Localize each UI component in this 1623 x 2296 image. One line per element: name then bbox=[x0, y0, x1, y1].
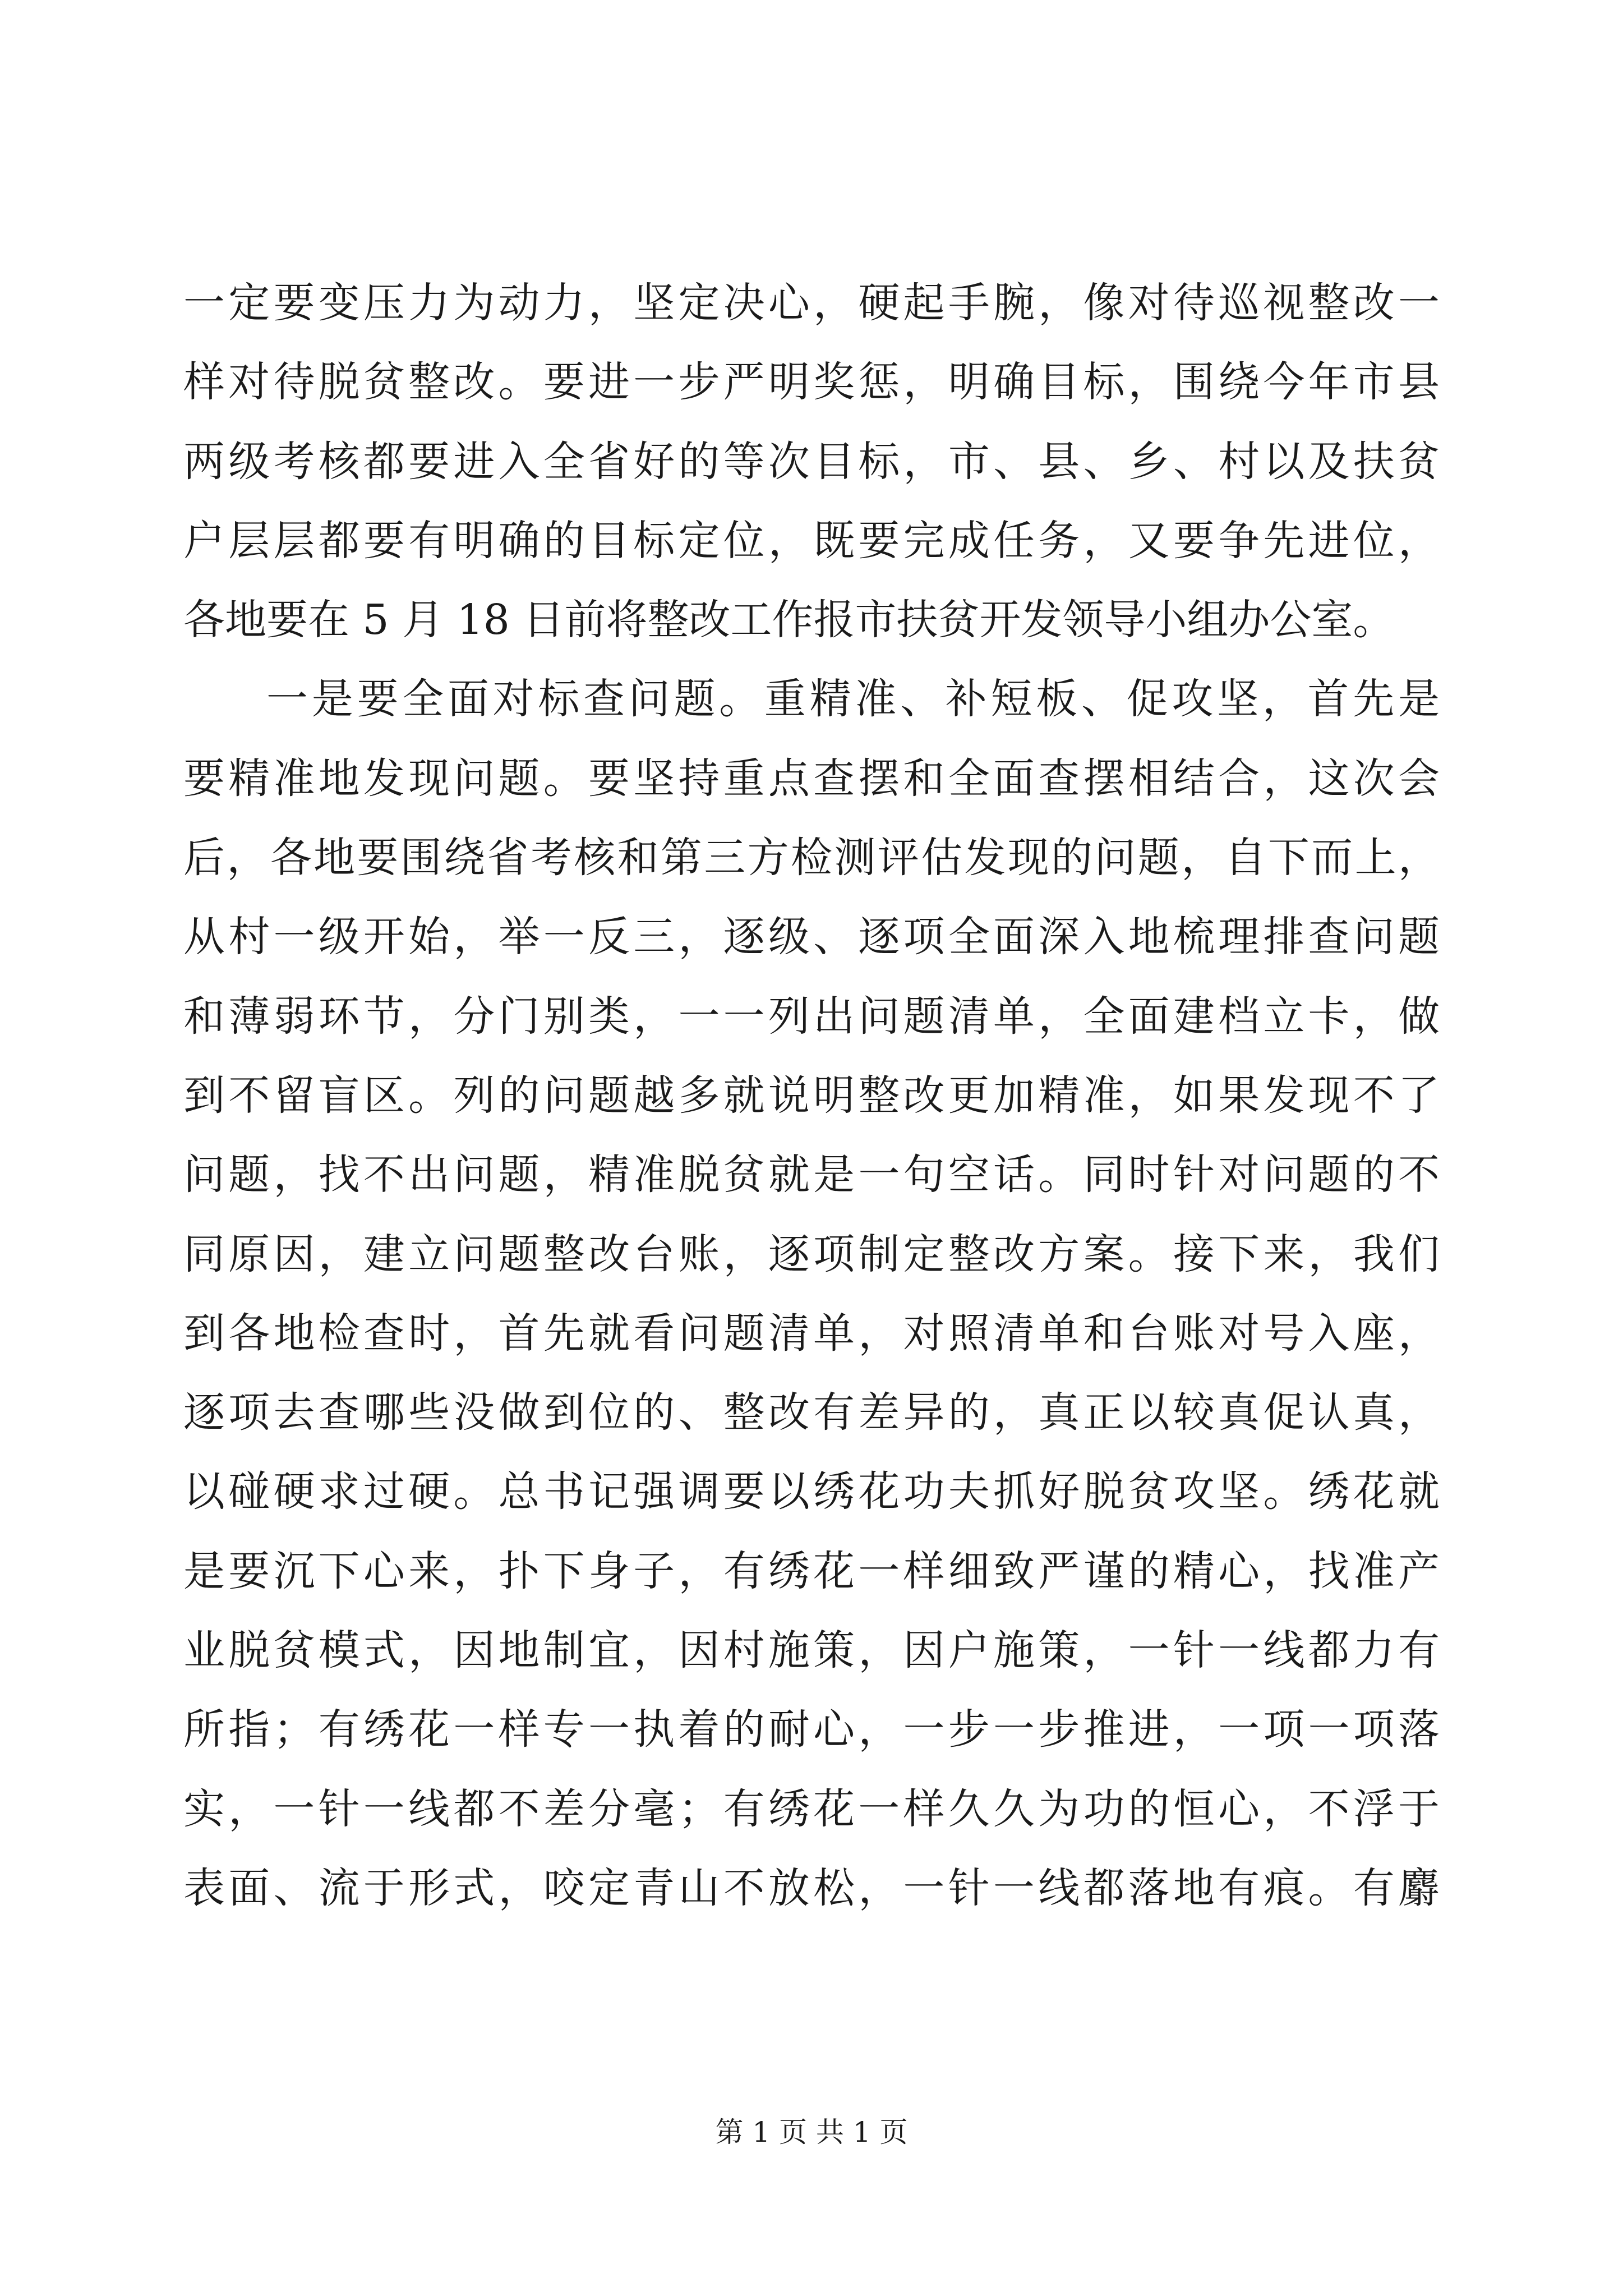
paragraph-2-line-10: 逐项去查哪些没做到位的、整改有差异的，真正以较真促认真， bbox=[183, 1388, 1440, 1437]
paragraph-2-line-12: 是要沉下心来，扑下身子，有绣花一样细致严谨的精心，找准产 bbox=[183, 1547, 1440, 1595]
paragraph-2-line-5: 和薄弱环节，分门别类，一一列出问题清单，全面建档立卡，做 bbox=[183, 992, 1440, 1041]
document-body bbox=[183, 264, 1440, 1928]
paragraph-2-line-11: 以碰硬求过硬。总书记强调要以绣花功夫抓好脱贫攻坚。绣花就 bbox=[183, 1467, 1440, 1516]
page-number-label: 第 1 页 共 1 页 bbox=[715, 2116, 908, 2148]
paragraph-2-line-16: 表面、流于形式，咬定青山不放松，一针一线都落地有痕。有麝 bbox=[183, 1864, 1440, 1912]
paragraph-2-line-9: 到各地检查时，首先就看问题清单，对照清单和台账对号入座， bbox=[183, 1309, 1440, 1358]
paragraph-2-line-13: 业脱贫模式，因地制宜，因村施策，因户施策，一针一线都力有 bbox=[183, 1626, 1440, 1675]
paragraph-1-line-1: 一定要变压力为动力，坚定决心，硬起手腕，像对待巡视整改一 bbox=[183, 279, 1440, 327]
paragraph-2-line-3: 后，各地要围绕省考核和第三方检测评估发现的问题，自下而上， bbox=[183, 834, 1440, 882]
paragraph-1-line-4: 户层层都要有明确的目标定位，既要完成任务，又要争先进位， bbox=[183, 516, 1440, 565]
paragraph-2-line-15: 实，一针一线都不差分毫；有绣花一样久久为功的恒心，不浮于 bbox=[183, 1784, 1440, 1833]
paragraph-2-line-4: 从村一级开始，举一反三，逐级、逐项全面深入地梳理排查问题 bbox=[183, 913, 1440, 961]
paragraph-2-line-7: 问题，找不出问题，精准脱贫就是一句空话。同时针对问题的不 bbox=[183, 1151, 1440, 1199]
paragraph-2-line-14: 所指；有绣花一样专一执着的耐心，一步一步推进，一项一项落 bbox=[183, 1705, 1440, 1754]
paragraph-2-line-6: 到不留盲区。列的问题越多就说明整改更加精准，如果发现不了 bbox=[183, 1071, 1440, 1120]
paragraph-2-line-8: 同原因，建立问题整改台账，逐项制定整改方案。接下来，我们 bbox=[183, 1230, 1440, 1278]
paragraph-1-line-5: 各地要在 5 月 18 日前将整改工作报市扶贫开发领导小组办公室。 bbox=[183, 596, 1395, 645]
paragraph-2-line-1: 一是要全面对标查问题。重精准、补短板、促攻坚，首先是 bbox=[266, 675, 1440, 724]
page-footer bbox=[0, 2115, 1623, 2149]
paragraph-1-line-2: 样对待脱贫整改。要进一步严明奖惩，明确目标，围绕今年市县 bbox=[183, 358, 1440, 407]
paragraph-2-line-2: 要精准地发现问题。要坚持重点查摆和全面查摆相结合，这次会 bbox=[183, 754, 1440, 803]
paragraph-1-line-3: 两级考核都要进入全省好的等次目标，市、县、乡、村以及扶贫 bbox=[183, 437, 1440, 486]
